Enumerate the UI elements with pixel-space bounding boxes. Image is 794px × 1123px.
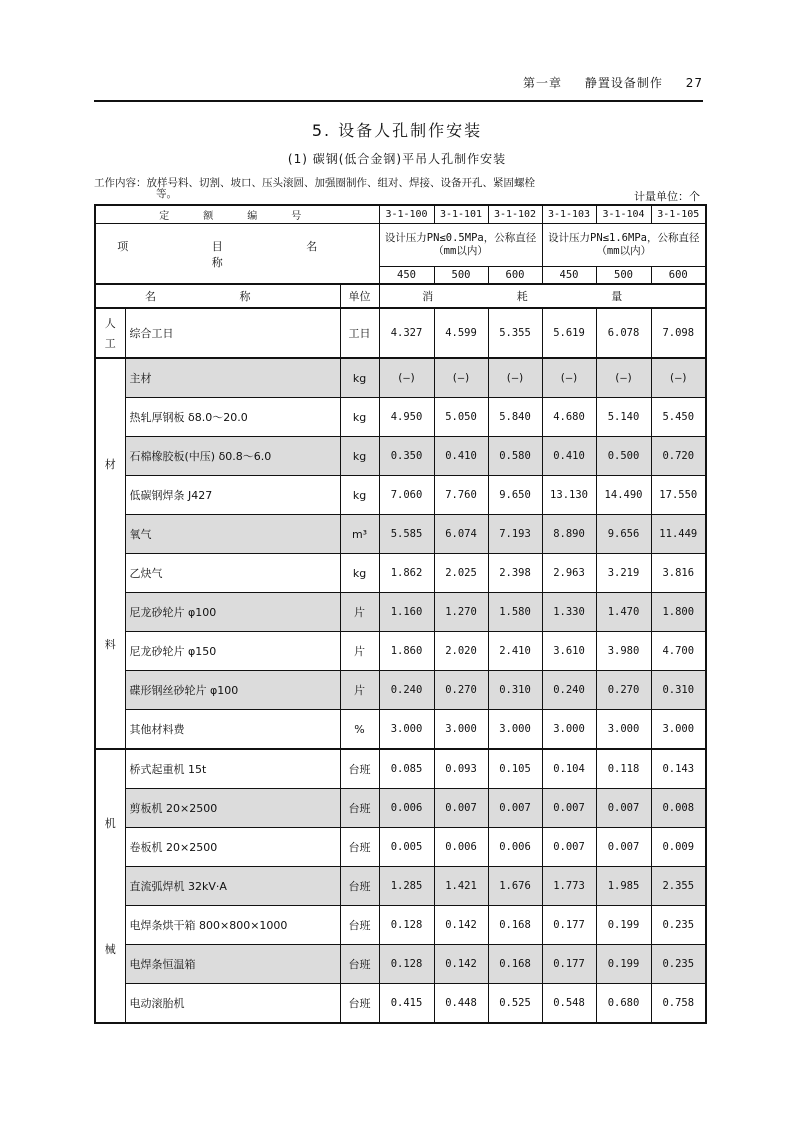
item-unit: 台班 — [340, 828, 379, 867]
item-name: 石棉橡胶板(中压) δ0.8～6.0 — [125, 437, 340, 476]
item-value: 3.610 — [542, 632, 596, 671]
table-row — [95, 632, 706, 671]
table-row — [95, 710, 706, 750]
item-value: 0.270 — [596, 671, 651, 710]
item-name: 卷板机 20×2500 — [125, 828, 340, 867]
table-row — [95, 308, 706, 358]
item-value: 2.020 — [434, 632, 488, 671]
item-value: 0.007 — [488, 789, 542, 828]
item-value: 8.890 — [542, 515, 596, 554]
item-unit: 片 — [340, 593, 379, 632]
item-unit: kg — [340, 358, 379, 398]
item-value: 0.235 — [651, 945, 706, 984]
item-unit: 台班 — [340, 789, 379, 828]
item-value: 5.840 — [488, 398, 542, 437]
item-value: 2.398 — [488, 554, 542, 593]
group-char: 机 — [104, 817, 116, 830]
item-value: 0.093 — [434, 749, 488, 789]
item-name: 其他材料费 — [125, 710, 340, 750]
item-value: 0.720 — [651, 437, 706, 476]
item-value: 0.548 — [542, 984, 596, 1024]
item-name: 乙炔气 — [125, 554, 340, 593]
item-value: 11.449 — [651, 515, 706, 554]
item-value: 3.980 — [596, 632, 651, 671]
table-row — [95, 671, 706, 710]
item-value: 2.355 — [651, 867, 706, 906]
item-value: 3.000 — [542, 710, 596, 750]
item-value: 0.415 — [379, 984, 434, 1024]
item-value: 4.327 — [379, 308, 434, 358]
item-value: 3.816 — [651, 554, 706, 593]
item-value: 0.310 — [488, 671, 542, 710]
item-value: 3.000 — [434, 710, 488, 750]
item-value: (—) — [488, 358, 542, 398]
item-value: 0.006 — [379, 789, 434, 828]
item-value: 5.450 — [651, 398, 706, 437]
diameter: 500 — [596, 267, 651, 285]
item-value: 5.050 — [434, 398, 488, 437]
work-content-line1: 工作内容：放样号料、切割、坡口、压头滚圆、加强圈制作、组对、焊接、设备开孔、紧固螺栓 — [94, 177, 535, 189]
item-value: 5.585 — [379, 515, 434, 554]
item-name: 低碳钢焊条 J427 — [125, 476, 340, 515]
table-row — [95, 593, 706, 632]
section-label: 静置设备制作 — [584, 76, 663, 90]
item-name: 剪板机 20×2500 — [125, 789, 340, 828]
work-content-line2: 等。 — [156, 188, 177, 200]
item-value: 3.000 — [651, 710, 706, 750]
item-value: 7.098 — [651, 308, 706, 358]
table-row — [95, 398, 706, 437]
item-value: 9.656 — [596, 515, 651, 554]
table-row — [95, 515, 706, 554]
item-value: 0.310 — [651, 671, 706, 710]
item-value: 0.680 — [596, 984, 651, 1024]
item-value: 0.240 — [379, 671, 434, 710]
group-char: 料 — [104, 637, 116, 651]
item-value: 0.199 — [596, 945, 651, 984]
item-value: 0.128 — [379, 945, 434, 984]
item-value: 0.525 — [488, 984, 542, 1024]
item-value: 0.350 — [379, 437, 434, 476]
item-value: 1.580 — [488, 593, 542, 632]
item-value: 14.490 — [596, 476, 651, 515]
unit-note: 计量单位：个 — [634, 190, 700, 203]
item-name: 尼龙砂轮片 φ150 — [125, 632, 340, 671]
item-value: 0.410 — [542, 437, 596, 476]
item-name: 综合工日 — [125, 308, 340, 358]
item-value: 0.142 — [434, 945, 488, 984]
item-value: 3.219 — [596, 554, 651, 593]
item-value: 1.676 — [488, 867, 542, 906]
item-value: 0.007 — [596, 789, 651, 828]
item-name: 电焊条恒温箱 — [125, 945, 340, 984]
item-value: 7.760 — [434, 476, 488, 515]
item-value: 0.500 — [596, 437, 651, 476]
col-name-header: 名 称 — [95, 284, 340, 308]
item-value: 17.550 — [651, 476, 706, 515]
item-name: 桥式起重机 15t — [125, 749, 340, 789]
col-unit-header: 单位 — [340, 284, 379, 308]
item-value: 0.128 — [379, 906, 434, 945]
header-rule — [94, 100, 703, 102]
group-label-labor — [95, 308, 125, 358]
item-value: 5.140 — [596, 398, 651, 437]
item-value: 1.270 — [434, 593, 488, 632]
group-char: 械 — [104, 943, 116, 956]
item-value: 9.650 — [488, 476, 542, 515]
item-value: 5.619 — [542, 308, 596, 358]
item-name: 氧气 — [125, 515, 340, 554]
quota-code: 3-1-101 — [434, 205, 488, 224]
table-row — [95, 867, 706, 906]
group-char: 工 — [104, 337, 116, 350]
item-unit: 台班 — [340, 984, 379, 1024]
col-consume-header: 消 耗 量 — [379, 284, 706, 308]
item-value: 0.240 — [542, 671, 596, 710]
item-name-label: 项 目 名 称 — [95, 224, 379, 285]
quota-table — [94, 204, 707, 1024]
item-value: 4.950 — [379, 398, 434, 437]
item-value: 3.000 — [596, 710, 651, 750]
item-unit: 片 — [340, 671, 379, 710]
item-value: 0.085 — [379, 749, 434, 789]
item-unit: 台班 — [340, 867, 379, 906]
table-row — [95, 984, 706, 1024]
item-value: 7.193 — [488, 515, 542, 554]
item-value: 2.025 — [434, 554, 488, 593]
diameter: 500 — [434, 267, 488, 285]
quota-label: 定 额 编 号 — [95, 205, 379, 224]
item-value: 0.007 — [596, 828, 651, 867]
page-title: 5. 设备人孔制作安装 — [311, 121, 483, 140]
item-value: 0.105 — [488, 749, 542, 789]
item-value: 0.143 — [651, 749, 706, 789]
item-value: 1.160 — [379, 593, 434, 632]
item-unit: 工日 — [340, 308, 379, 358]
quota-code: 3-1-103 — [542, 205, 596, 224]
item-value: 13.130 — [542, 476, 596, 515]
item-unit: % — [340, 710, 379, 750]
item-value: 0.104 — [542, 749, 596, 789]
work-content — [94, 178, 614, 200]
item-value: 0.118 — [596, 749, 651, 789]
item-value: 0.008 — [651, 789, 706, 828]
item-value: 1.985 — [596, 867, 651, 906]
item-value: 0.007 — [542, 789, 596, 828]
group-char: 材 — [104, 457, 116, 471]
quota-code: 3-1-100 — [379, 205, 434, 224]
condition-b: 设计压力PN≤1.6MPa，公称直径（mm以内） — [542, 224, 706, 267]
table-row — [95, 789, 706, 828]
table-row — [95, 476, 706, 515]
page-header — [94, 74, 703, 91]
table-row — [95, 906, 706, 945]
item-value: 2.410 — [488, 632, 542, 671]
item-unit: kg — [340, 476, 379, 515]
item-value: 0.758 — [651, 984, 706, 1024]
item-value: (—) — [542, 358, 596, 398]
group-label-machine — [95, 749, 125, 1023]
table-row — [95, 554, 706, 593]
item-unit: 台班 — [340, 945, 379, 984]
item-value: 1.862 — [379, 554, 434, 593]
item-value: 3.000 — [379, 710, 434, 750]
table-row — [95, 749, 706, 789]
item-value: 0.007 — [542, 828, 596, 867]
item-value: 6.078 — [596, 308, 651, 358]
item-value: 3.000 — [488, 710, 542, 750]
group-label-material — [95, 358, 125, 749]
group-char: 人 — [104, 317, 116, 330]
item-value: 0.007 — [434, 789, 488, 828]
item-value: 0.005 — [379, 828, 434, 867]
table-row — [95, 437, 706, 476]
item-value: (—) — [596, 358, 651, 398]
quota-code: 3-1-104 — [596, 205, 651, 224]
item-value: 0.168 — [488, 906, 542, 945]
condition-a: 设计压力PN≤0.5MPa，公称直径（mm以内） — [379, 224, 542, 267]
item-value: (—) — [379, 358, 434, 398]
item-value: (—) — [434, 358, 488, 398]
item-value: 4.680 — [542, 398, 596, 437]
page-subtitle: (1) 碳钢(低合金钢)平吊人孔制作安装 — [287, 152, 507, 166]
item-value: 0.235 — [651, 906, 706, 945]
item-value: 1.773 — [542, 867, 596, 906]
quota-code: 3-1-105 — [651, 205, 706, 224]
item-value: 0.009 — [651, 828, 706, 867]
item-value: 0.270 — [434, 671, 488, 710]
item-value: 1.470 — [596, 593, 651, 632]
item-value: 1.285 — [379, 867, 434, 906]
item-unit: kg — [340, 437, 379, 476]
item-value: 5.355 — [488, 308, 542, 358]
page-number: 27 — [685, 76, 703, 90]
item-value: 0.006 — [488, 828, 542, 867]
table-row — [95, 828, 706, 867]
item-value: 1.330 — [542, 593, 596, 632]
item-value: 0.199 — [596, 906, 651, 945]
diameter: 600 — [651, 267, 706, 285]
item-name: 电动滚胎机 — [125, 984, 340, 1024]
item-value: 0.168 — [488, 945, 542, 984]
diameter: 450 — [379, 267, 434, 285]
item-name: 热轧厚钢板 δ8.0～20.0 — [125, 398, 340, 437]
item-value: 1.860 — [379, 632, 434, 671]
item-value: 6.074 — [434, 515, 488, 554]
item-value: 0.142 — [434, 906, 488, 945]
item-unit: 台班 — [340, 749, 379, 789]
item-value: 0.006 — [434, 828, 488, 867]
item-name: 直流弧焊机 32kV·A — [125, 867, 340, 906]
item-name: 电焊条烘干箱 800×800×1000 — [125, 906, 340, 945]
diameter: 450 — [542, 267, 596, 285]
item-value: 4.599 — [434, 308, 488, 358]
table-row — [95, 358, 706, 398]
item-value: 2.963 — [542, 554, 596, 593]
quota-code: 3-1-102 — [488, 205, 542, 224]
table-row — [95, 945, 706, 984]
item-unit: m³ — [340, 515, 379, 554]
item-value: 0.177 — [542, 906, 596, 945]
item-value: 7.060 — [379, 476, 434, 515]
item-value: 0.177 — [542, 945, 596, 984]
item-unit: kg — [340, 398, 379, 437]
chapter-label: 第一章 — [523, 76, 563, 90]
item-name: 主材 — [125, 358, 340, 398]
item-unit: 片 — [340, 632, 379, 671]
item-name: 尼龙砂轮片 φ100 — [125, 593, 340, 632]
item-name: 碟形钢丝砂轮片 φ100 — [125, 671, 340, 710]
item-value: 0.410 — [434, 437, 488, 476]
item-value: 1.421 — [434, 867, 488, 906]
item-value: 0.448 — [434, 984, 488, 1024]
item-unit: 台班 — [340, 906, 379, 945]
item-value: 0.580 — [488, 437, 542, 476]
item-value: (—) — [651, 358, 706, 398]
diameter: 600 — [488, 267, 542, 285]
item-unit: kg — [340, 554, 379, 593]
item-value: 4.700 — [651, 632, 706, 671]
item-value: 1.800 — [651, 593, 706, 632]
